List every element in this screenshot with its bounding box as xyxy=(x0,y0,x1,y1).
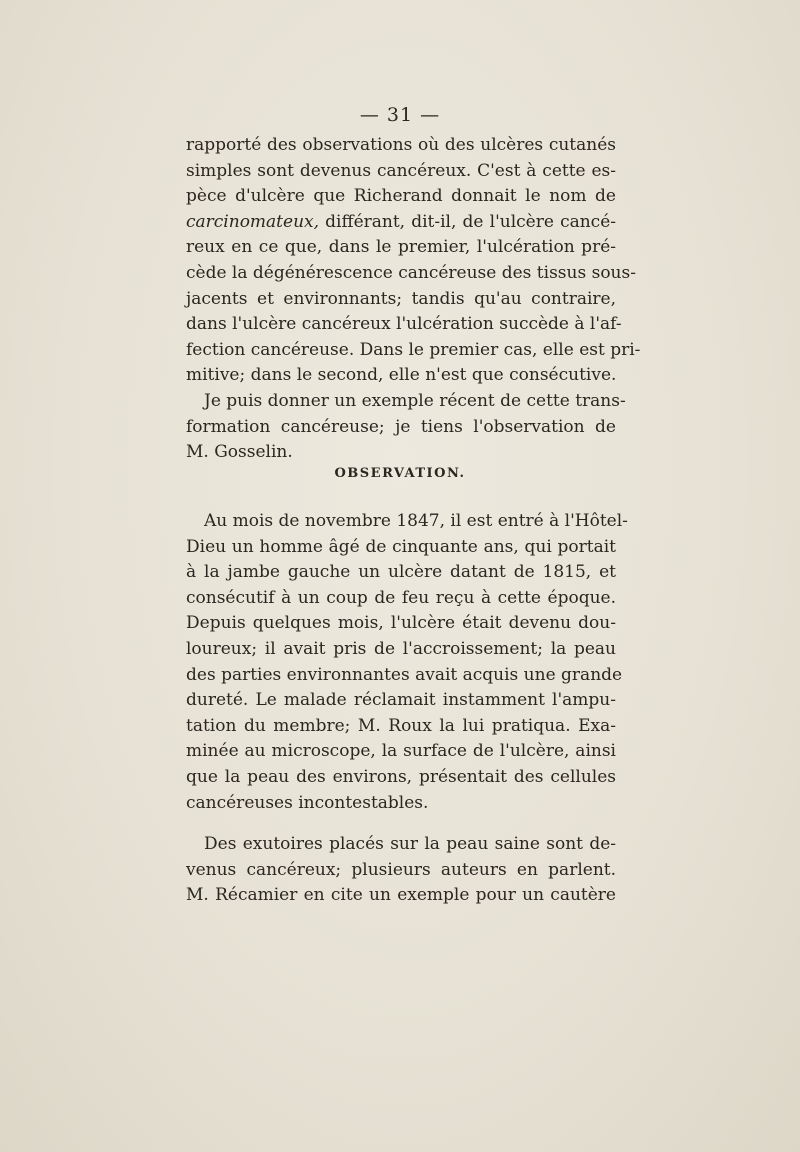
text-line: pèce d'ulcère que Richerand donnait le nom de xyxy=(186,186,616,207)
paragraph-1 xyxy=(186,133,641,466)
paragraph-2 xyxy=(186,509,628,816)
text-line: formation cancéreuse; je tiens l'observation de xyxy=(186,416,616,437)
text-line: fection cancéreuse. Dans le premier cas, elle est pri- xyxy=(186,339,641,360)
text-line: dans l'ulcère cancéreux l'ulcération succède à l'af- xyxy=(186,314,622,335)
text-line: consécutif à un coup de feu reçu à cette époque. xyxy=(186,587,616,608)
text-line: Au mois de novembre 1847, il est entré à l'Hôtel- xyxy=(204,511,628,531)
text-line: Dieu un homme âgé de cinquante ans, qui portait xyxy=(186,536,616,557)
text-line: minée au microscope, la surface de l'ulcère, ainsi xyxy=(186,741,616,762)
text-line: cède la dégénérescence cancéreuse des tissus sous- xyxy=(186,262,636,283)
text-line: que la peau des environs, présentait des cellules xyxy=(186,766,616,787)
text-line-italic xyxy=(186,210,616,236)
text-line: à la jambe gauche un ulcère datant de 1815, et xyxy=(186,562,616,583)
text-line: Depuis quelques mois, l'ulcère était devenu dou- xyxy=(186,613,616,634)
text-fragment: différant, dit-il, de l'ulcère cancé- xyxy=(319,211,616,232)
text-line: M. Récamier en cite un exemple pour un cautère xyxy=(186,885,616,906)
text-line: rapporté des observations où des ulcères cutanés xyxy=(186,135,616,155)
text-line: reux en ce que, dans le premier, l'ulcération pré- xyxy=(186,237,616,258)
text-line: dureté. Le malade réclamait instamment l'ampu- xyxy=(186,690,616,711)
section-heading: OBSERVATION. xyxy=(334,466,466,481)
text-line: Des exutoires placés sur la peau saine sont de- xyxy=(204,834,616,854)
text-line: cancéreuses incontestables. xyxy=(186,792,429,813)
text-line: Je puis donner un exemple récent de cette trans- xyxy=(204,390,626,411)
text-line: venus cancéreux; plusieurs auteurs en parlent. xyxy=(186,859,616,880)
italic-term: carcinomateux, xyxy=(186,211,320,232)
paragraph-3 xyxy=(186,832,616,909)
text-line: tation du membre; M. Roux la lui pratiqua. Exa- xyxy=(186,715,616,736)
text-line: jacents et environnants; tandis qu'au contraire, xyxy=(186,288,616,309)
text-line: simples sont devenus cancéreux. C'est à cette es- xyxy=(186,160,616,181)
text-line: des parties environnantes avait acquis une grande xyxy=(186,664,623,685)
page-number: — 31 — xyxy=(359,104,441,126)
text-line: loureux; il avait pris de l'accroissement; la peau xyxy=(186,638,616,659)
text-line: mitive; dans le second, elle n'est que consécutive. xyxy=(186,365,617,386)
text-line: M. Gosselin. xyxy=(186,442,293,463)
